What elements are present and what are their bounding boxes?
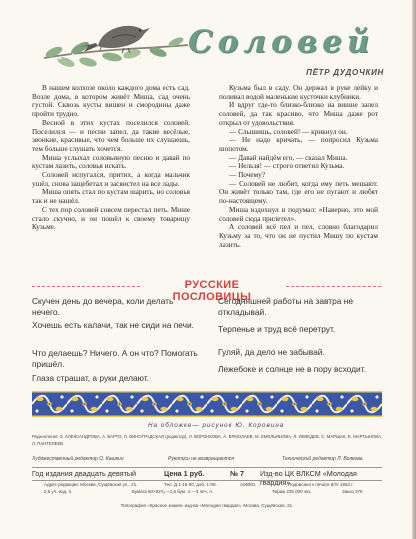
proverbs-divider-right bbox=[286, 286, 381, 288]
story-paragraph: В нашем колхозе около каждого дома есть сад. Возле дома, в котором живёт Миша, сад очень густой. Сквозь кусты вишен и смородины даже пройти трудно. bbox=[32, 84, 190, 119]
story-paragraph: Соловей испугался, притих, а когда мальчик ушёл, снова защебетал и засвистел на все лады. bbox=[32, 171, 190, 188]
story-paragraph: Весной в этих кустах поселился соловей. Поселился — и песни запел, да такие весёлые, звонкие, красивые, что чем больше их слушаешь, тем больше слушать хочется. bbox=[32, 118, 190, 153]
proverb-item: Глаза страшат, а руки делают. bbox=[32, 373, 149, 383]
story-paragraph: — Соловей не любит, когда ему петь мешают. Он живёт только там, где его не пугают и любят по-настоящему. bbox=[219, 179, 378, 206]
imprint-details bbox=[32, 482, 382, 500]
proverbs-heading: РУССКИЕ ПОСЛОВИЦЫ bbox=[172, 279, 252, 303]
story-paragraph: И вдруг где-то близко-близко на вишне запел соловей, да так красиво, что Миша даже рот открыл от удовольствия. bbox=[219, 101, 378, 127]
story-right-column bbox=[219, 84, 378, 268]
print-run: Тираж 235 000 экз. bbox=[272, 489, 312, 494]
folk-ornament-border bbox=[32, 391, 382, 417]
cover-credit: На обложке— рисунок Ю. Коровина bbox=[148, 422, 285, 429]
issue-number: № 7 bbox=[230, 469, 245, 478]
story-paragraph: Миша опять стал по кустам шарить, но соловья так и не нашёл. bbox=[32, 188, 190, 206]
proverb-item: Терпенье и труд всё перетрут. bbox=[218, 324, 336, 334]
editorial-board: Редколлегия: З. АЛЕКСАНДРОВА, А. БАРТО, Л. ВИНОГРАДСКАЯ (редактор), Л. ВОРОНКОВА, А. ЕРМОЛАЕВ, М. ЕМЕЛЬЯНОВА, Л. ЛЕВЕДЕВ, С. МАРШАК, Е. МАРТЫНОВА, Л. ПАНТЕЛЕЕВ bbox=[32, 434, 382, 446]
story-paragraph: — Нельзя! — строго ответил Кузьма. bbox=[229, 162, 345, 171]
editorial-address: Адрес редакции: Москва, Сущёвская ул., 21. bbox=[44, 482, 138, 487]
printer-info: Типография «Красное знамя» изд-ва «Молодая гвардия». Москва, Сущёвская, 21. bbox=[120, 503, 294, 508]
story-paragraph: — Давай найдём его, — сказал Миша. bbox=[229, 153, 348, 162]
sheet-count: 2,6 уч.-изд. л. bbox=[44, 489, 73, 494]
manuscripts-note: Рукописи не возвращаются bbox=[168, 456, 234, 462]
price: Цена 1 руб. bbox=[164, 469, 205, 478]
proverb-item: Хочешь есть калачи, так не сиди на печи. bbox=[32, 320, 194, 330]
proverb-item: Гуляй, да дело не забывай. bbox=[218, 347, 325, 357]
story-paragraph: — Почему? bbox=[229, 171, 266, 180]
print-code: А06901 bbox=[240, 482, 256, 487]
publisher: Изд-во ЦК ВЛКСМ «Молодая гвардия» bbox=[260, 469, 357, 487]
signed-date: Подписано к печати 5/IV 1952 г. bbox=[288, 482, 354, 487]
page-edge bbox=[412, 0, 416, 539]
story-left-column bbox=[32, 84, 190, 268]
story-paragraph: Миша вздохнул и подумал: «Наверно, это мой соловей сюда прилетел». bbox=[219, 205, 378, 223]
proverbs-divider-left bbox=[32, 286, 140, 288]
proverb-item: Что делаешь? Ничего. А он что? Помогать пришёл. bbox=[32, 348, 198, 369]
story-paragraph: Миша услыхал соловьиную песню и давай по кустам лазить, соловья искать. bbox=[32, 153, 190, 171]
nightingale-illustration bbox=[40, 12, 190, 74]
tech-editor: Технический редактор Л. Волкова bbox=[282, 456, 363, 462]
proverb-item: Сегодняшней работы на завтра не откладывай. bbox=[218, 296, 354, 317]
art-editor: Художественный редактор О. Кашкин bbox=[32, 456, 124, 462]
story-paragraph: — Не надо кричать, — попросил Кузьма шопотом. bbox=[219, 136, 378, 153]
publication-year: Год издания двадцать девятый bbox=[32, 469, 137, 478]
proverb-item: Скучен день до вечера, коли делать нечего. bbox=[32, 296, 174, 317]
phone: Тел. Д 1-15-00, доб. 1-09. bbox=[164, 482, 217, 487]
story-paragraph: С тех пор соловей совсем перестал петь. Мише стало скучно, и он пошёл к своему товарищу Кузьме. bbox=[32, 205, 190, 232]
story-title: Соловей bbox=[188, 24, 375, 60]
paper-format: Бумага 60×92¹/₈—1,5 бум. л.—3 печ. л. bbox=[132, 489, 214, 494]
order-number: Заказ 378 bbox=[342, 489, 363, 494]
story-paragraph: — Слышишь, соловей! — крикнул он. bbox=[229, 127, 348, 136]
proverb-item: Лежебоке и солнце не в пору всходит. bbox=[218, 364, 366, 374]
author-name: ПЁТР ДУДОЧКИН bbox=[306, 68, 384, 77]
story-paragraph: Кузьма был в саду. Он держал в руке лейку и поливал водой маленькие кусточки клубники. bbox=[219, 84, 378, 101]
story-paragraph: А соловей всё пел и пел, словно благодарил Кузьму за то, что он не пустил Мишу по кустам лазить. bbox=[219, 223, 378, 249]
